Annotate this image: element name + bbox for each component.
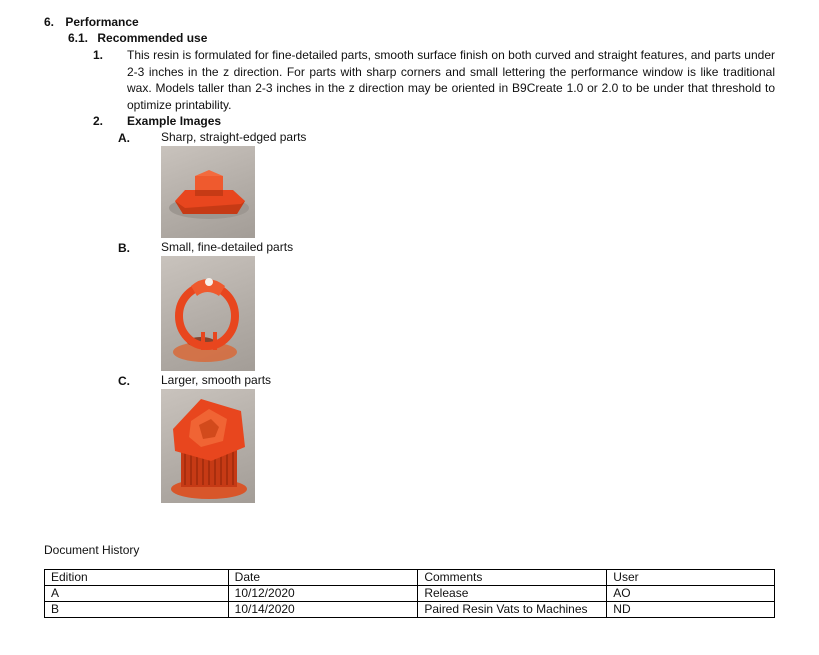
subsection-number: 6.1. (68, 31, 89, 45)
document-history-heading: Document History (44, 543, 140, 557)
large-ring-part-icon (161, 389, 255, 503)
item-1-number: 1. (93, 48, 104, 62)
example-b-caption: Small, fine-detailed parts (161, 240, 294, 254)
table-row (45, 602, 775, 618)
item-2-title: Example Images (127, 114, 222, 128)
example-c-letter: C. (118, 374, 130, 388)
subsection-heading (68, 30, 207, 47)
cell-date: 10/14/2020 (228, 602, 418, 618)
item-1-text: This resin is formulated for fine-detailed parts, smooth surface finish on both curved and straight features, and parts under 2-3 inches in the z direction. For parts with sharp corners and small lettering the performance window is like traditional wax. Models taller than 2-3 inches in the z direction may be oriented in B9Create 1.0 or 2.0 to be under that threshold to optimize printability. (127, 48, 775, 112)
column-header-user: User (607, 570, 775, 586)
item-2-number: 2. (93, 114, 104, 128)
example-b-letter: B. (118, 241, 130, 255)
example-b-image (161, 256, 255, 371)
cell-edition: A (45, 586, 229, 602)
example-a-letter: A. (118, 131, 130, 145)
table-header-row (45, 570, 775, 586)
example-a-image (161, 146, 255, 238)
cell-user: ND (607, 602, 775, 618)
example-a-caption: Sharp, straight-edged parts (161, 130, 307, 144)
sharp-part-icon (161, 146, 255, 238)
column-header-comments: Comments (418, 570, 607, 586)
column-header-date: Date (228, 570, 418, 586)
column-header-edition: Edition (45, 570, 229, 586)
cell-comments: Release (418, 586, 607, 602)
section-heading (44, 14, 139, 31)
cell-date: 10/12/2020 (228, 586, 418, 602)
ring-part-icon (161, 256, 255, 371)
example-c-image (161, 389, 255, 503)
document-history-table (44, 569, 775, 618)
cell-comments: Paired Resin Vats to Machines (418, 602, 607, 618)
section-number: 6. (44, 15, 55, 29)
table-row (45, 586, 775, 602)
section-title: Performance (65, 15, 139, 29)
subsection-title: Recommended use (97, 31, 208, 45)
cell-edition: B (45, 602, 229, 618)
cell-user: AO (607, 586, 775, 602)
example-c-caption: Larger, smooth parts (161, 373, 272, 387)
